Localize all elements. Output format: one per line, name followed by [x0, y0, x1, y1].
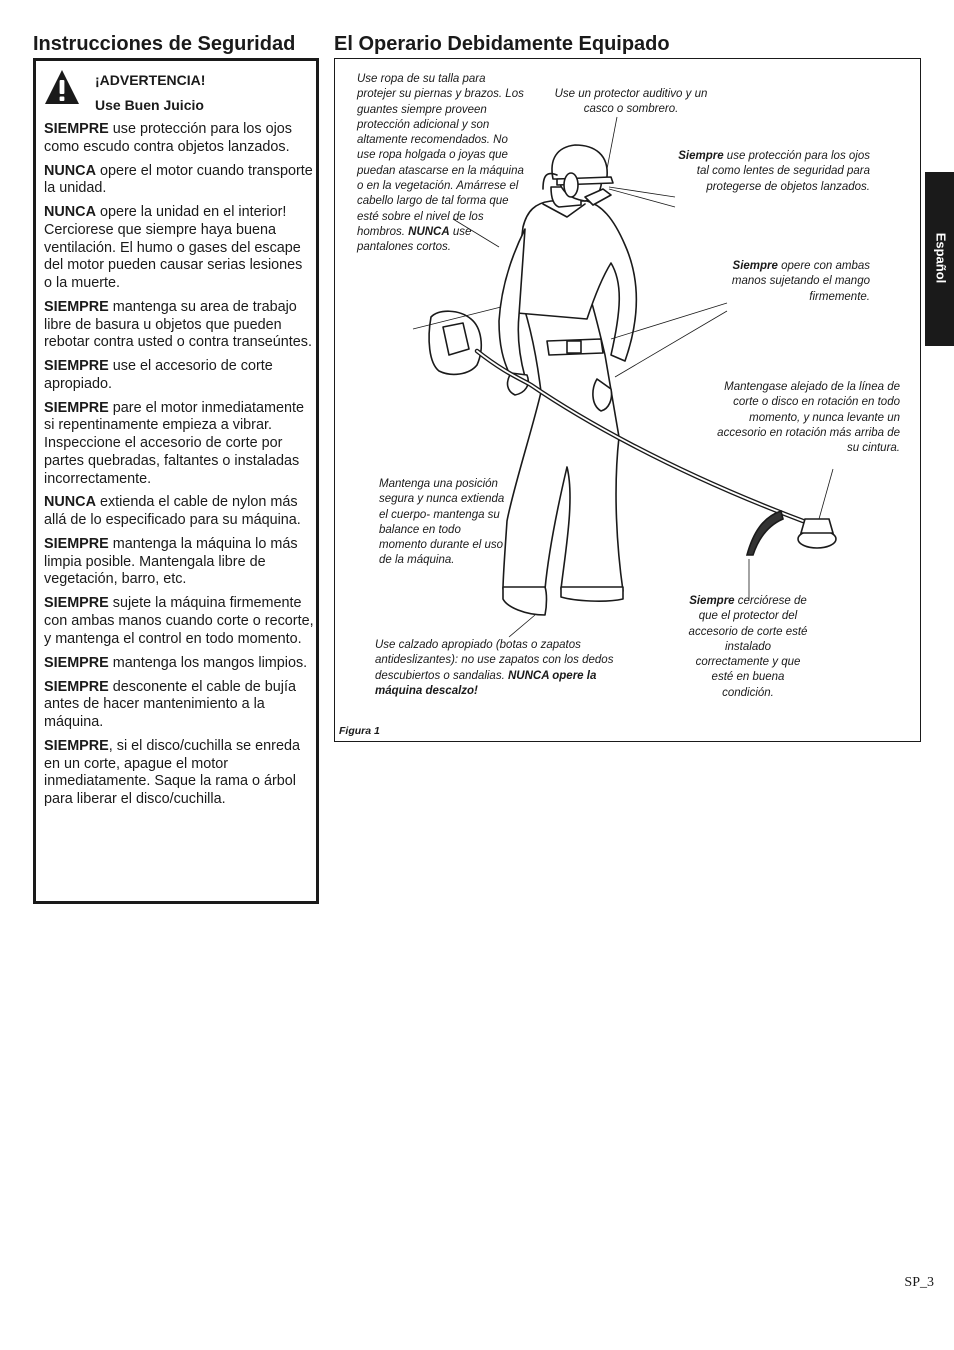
callout-eye-protection: Siempre use protección para los ojos tal como lentes de seguridad para protegerse de objetos lanzados.	[678, 150, 870, 193]
figure-label: Figura 1	[339, 725, 380, 737]
warning-box	[33, 58, 319, 904]
safety-rule: NUNCA extienda el cable de nylon más allá de lo especificado para su máquina.	[44, 494, 301, 529]
safety-rules-list	[44, 121, 314, 815]
section-heading-equipped-operator: El Operario Debidamente Equipado	[334, 33, 670, 55]
safety-rule: SIEMPRE desconente el cable de bujía antes de hacer mantenimiento a la máquina.	[44, 678, 297, 730]
safety-rule: SIEMPRE, si el disco/cuchilla se enreda en un corte, apague el motor inmediatamente. Saque la rama o árbol para liberar el disco/cuchilla.	[44, 737, 300, 807]
warning-triangle-icon	[44, 69, 80, 105]
callout-footwear: Use calzado apropiado (botas o zapatos antideslizantes): no use zapatos con los dedos descubiertos o sandalias. NUNCA opere la máquina descalzo!	[375, 639, 614, 697]
callout-balance: Mantenga una posición segura y nunca extienda el cuerpo- mantenga su balance en todo momento durante el uso de la máquina.	[379, 478, 505, 567]
safety-rule: SIEMPRE use el accesorio de corte apropiado.	[44, 358, 273, 392]
safety-rule: SIEMPRE mantenga su area de trabajo libre de basura u objetos que pueden rebotar contra usted o contra transeúntes.	[44, 298, 312, 351]
page-number: SP_3	[904, 1275, 934, 1290]
figure-panel	[334, 58, 921, 742]
safety-rule: SIEMPRE mantenga la máquina lo más limpia posible. Mantengala libre de vegetación, barro, etc.	[44, 536, 298, 588]
safety-rule: SIEMPRE use protección para los ojos como escudo contra objetos lanzados.	[44, 121, 292, 155]
callout-cutting-line: Mantengase alejado de la línea de corte o disco en rotación en todo momento, y nunca levante un accesorio en rotación más arriba de su cintura.	[717, 381, 900, 455]
safety-rule: SIEMPRE mantenga los mangos limpios.	[44, 654, 308, 671]
warning-subtitle: Use Buen Juicio	[95, 97, 204, 113]
callout-both-hands: Siempre opere con ambas manos sujetando el mango firmemente.	[731, 260, 870, 303]
safety-rule: SIEMPRE sujete la máquina firmemente con ambas manos cuando corte o recorte, y mantenga el control en todo momento.	[44, 595, 314, 647]
warning-title: ¡ADVERTENCIA!	[95, 72, 206, 88]
section-heading-safety: Instrucciones de Seguridad	[33, 33, 296, 55]
safety-rule: NUNCA opere el motor cuando transporte la unidad.	[44, 162, 313, 197]
safety-rule: SIEMPRE pare el motor inmediatamente si repentinamente empieza a vibrar. Inspeccione el accesorio de corte por partes quebradas, faltantes o instaladas incorrectamente.	[44, 399, 304, 487]
safety-rule: NUNCA opere la unidad en el interior! Cerciorese que siempre haya buena ventilación. El humo o gases del escape del motor pueden causar serias lesiones o la muerte.	[44, 204, 303, 291]
callout-clothing: Use ropa de su talla para protejer su piernas y brazos. Los guantes siempre proveen protección adicional y son altamente recomendados. No use ropa holgada o joyas que puedan atascarse en la máquina o en la vegetación. Amárrese el cabello largo de tal forma que esté sobre el nivel de los hombros. NUNCA use pantalones cortos.	[357, 73, 524, 254]
language-tab-label: Español	[933, 232, 949, 284]
callout-guard: Siempre cerciórese de que el protector del accesorio de corte esté instalado correctamente y que esté en buena condición.	[688, 595, 808, 699]
callout-hearing: Use un protector auditivo y un casco o sombrero.	[554, 88, 708, 116]
